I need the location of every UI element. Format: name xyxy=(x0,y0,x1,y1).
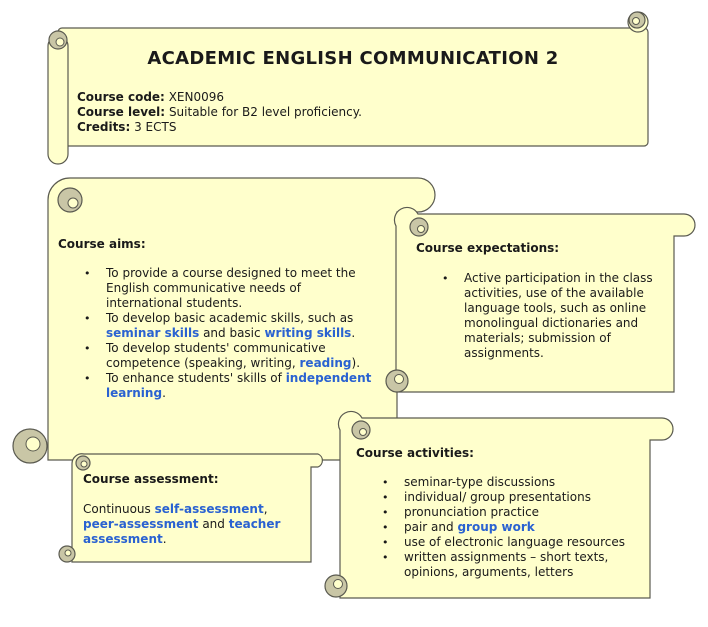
aims-list xyxy=(80,266,380,401)
activities-item: • individual/ group presentations xyxy=(378,490,628,505)
assessment-heading: Course assessment: xyxy=(83,472,219,486)
activities-item: • written assignments – short texts, opinions, arguments, letters xyxy=(378,550,628,580)
credits-value: 3 ECTS xyxy=(134,120,177,134)
aims-item-text: and basic xyxy=(199,326,265,340)
aims-highlight: independent learning xyxy=(106,371,372,400)
aims-item-text: To enhance students' skills of xyxy=(106,371,286,385)
assessment-text-part: , xyxy=(263,502,268,516)
activities-item xyxy=(378,520,628,535)
activities-list xyxy=(378,475,628,580)
course-level-value: Suitable for B2 level proficiency. xyxy=(168,105,362,119)
aims-item xyxy=(80,266,380,311)
activities-section xyxy=(356,446,644,580)
aims-item-text: To develop basic academic skills, such as xyxy=(106,311,354,325)
course-code-label: Course code: xyxy=(77,90,165,104)
course-code-value: XEN0096 xyxy=(168,90,225,104)
assessment-text-part: . xyxy=(162,532,167,546)
expectations-list xyxy=(438,271,666,361)
aims-item xyxy=(80,371,380,401)
aims-item xyxy=(80,311,380,341)
expectations-item: • Active participation in the class activities, use of the available language tools, such as online monolingual dictionaries and materials; submission of assignments. xyxy=(438,271,666,361)
assessment-text-part: Continuous xyxy=(83,502,155,516)
aims-item-text: To provide a course designed to meet the English communicative needs of international students. xyxy=(106,266,356,310)
course-level-line xyxy=(77,105,637,120)
assessment-text xyxy=(83,502,305,547)
activities-item: • use of electronic language resources xyxy=(378,535,628,550)
activities-highlight: group work xyxy=(457,520,535,534)
page-title: ACADEMIC ENGLISH COMMUNICATION 2 xyxy=(147,48,559,69)
course-code-line xyxy=(77,90,637,105)
assessment-highlight: self-assessment xyxy=(154,502,264,516)
expectations-section xyxy=(416,241,668,361)
assessment-section xyxy=(83,472,305,547)
aims-highlight: seminar skills xyxy=(106,326,200,340)
assessment-highlight: peer-assessment xyxy=(83,517,199,531)
activities-heading: Course activities: xyxy=(356,446,474,460)
aims-highlight: reading xyxy=(299,356,352,370)
aims-item xyxy=(80,341,380,371)
aims-item-text: . xyxy=(162,386,166,400)
course-level-label: Course level: xyxy=(77,105,166,119)
aims-item-text: . xyxy=(351,326,356,340)
assessment-highlight: teacher assessment xyxy=(83,517,281,546)
aims-item-text: ). xyxy=(351,356,361,370)
aims-heading: Course aims: xyxy=(58,237,146,251)
aims-item-text: To develop students' communicative competence (speaking, writing, xyxy=(106,341,326,370)
activities-item-text: pair and xyxy=(404,520,454,534)
credits-line xyxy=(77,120,637,135)
activities-item: • seminar-type discussions xyxy=(378,475,628,490)
expectations-heading: Course expectations: xyxy=(416,241,560,255)
course-info xyxy=(77,90,637,135)
credits-label: Credits: xyxy=(77,120,131,134)
aims-section xyxy=(58,237,388,401)
assessment-text-part: and xyxy=(198,517,229,531)
title-scroll xyxy=(48,12,648,164)
aims-highlight: writing skills xyxy=(264,326,352,340)
activities-item: • pronunciation practice xyxy=(378,505,628,520)
